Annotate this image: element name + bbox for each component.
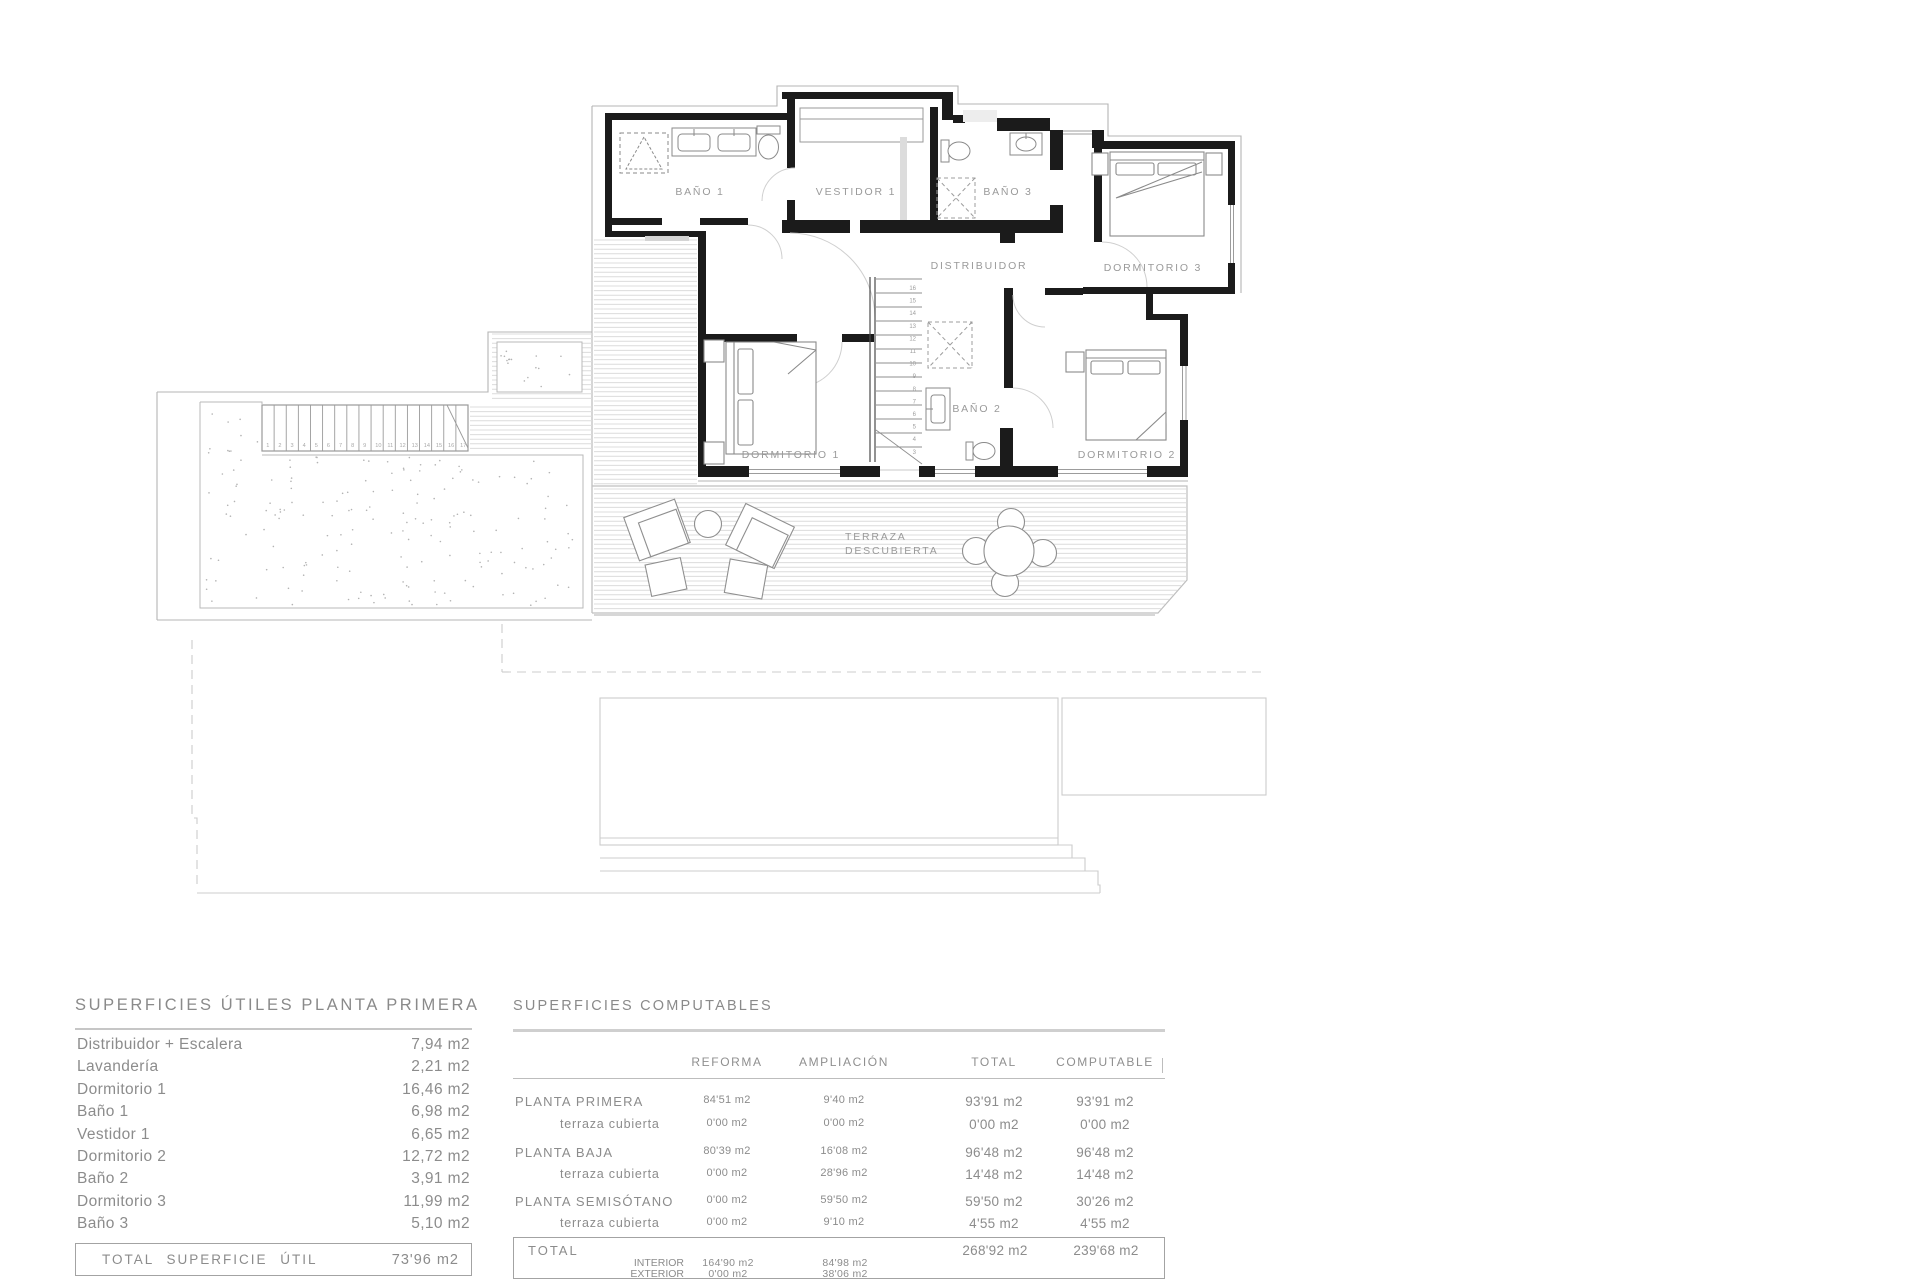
exterior-stair-number: 7 (338, 443, 343, 449)
exterior-stair-number: 12 (399, 443, 406, 449)
row-total: 4'55 m2 (969, 1216, 1019, 1231)
row-value: 12,72 m2 (402, 1147, 470, 1165)
table-row (77, 1101, 470, 1123)
row-value: 2,21 m2 (411, 1058, 470, 1076)
computable-total-box (513, 1237, 1165, 1279)
room-label-bano1: BAÑO 1 (675, 186, 725, 198)
room-label-vestidor1: VESTIDOR 1 (815, 186, 897, 198)
interior-stair-number: 5 (912, 424, 916, 431)
row-value: 11,99 m2 (403, 1192, 470, 1210)
col-header-total: TOTAL (971, 1055, 1017, 1069)
interior-stair-number: 9 (912, 374, 916, 381)
sink-icon (926, 388, 950, 430)
deck-hatching (470, 240, 1186, 609)
double-sink-icon (672, 128, 756, 156)
col-header-computable: COMPUTABLE (1056, 1055, 1154, 1069)
row-label: Vestidor 1 (77, 1125, 150, 1143)
useful-areas-total (75, 1243, 472, 1276)
row-label: terraza cubierta (560, 1216, 660, 1230)
interior-stair-number: 6 (912, 412, 916, 418)
room-label-terraza-line1: TERRAZA (845, 531, 907, 543)
row-value: 3,91 m2 (411, 1170, 470, 1188)
table-row (77, 1056, 470, 1078)
row-label: Baño 1 (77, 1103, 129, 1121)
interior-stair-number: 11 (909, 349, 916, 355)
row-label: PLANTA PRIMERA (515, 1094, 644, 1109)
row-total: 59'50 m2 (965, 1194, 1023, 1209)
toilet-icon (757, 126, 780, 159)
exterior-stair-number: 11 (387, 443, 394, 449)
exterior-reforma: 0'00 m2 (708, 1268, 748, 1280)
header-tick (1162, 1058, 1169, 1073)
toilet-icon (966, 442, 995, 460)
title-underline (75, 1028, 472, 1030)
table-row (77, 1124, 470, 1146)
exterior-stair-number: 8 (351, 443, 355, 449)
room-label-bano3: BAÑO 3 (983, 186, 1033, 198)
row-computable: 96'48 m2 (1076, 1145, 1134, 1160)
bed-icon (704, 340, 816, 464)
bed-icon (1066, 350, 1166, 440)
exterior-stair-number: 6 (326, 443, 330, 449)
row-label: Dormitorio 2 (77, 1147, 167, 1165)
row-computable: 4'55 m2 (1080, 1216, 1130, 1231)
row-computable: 0'00 m2 (1080, 1117, 1130, 1132)
total-computable: 239'68 m2 (1073, 1243, 1139, 1258)
row-value: 5,10 m2 (411, 1215, 470, 1233)
row-total: 14'48 m2 (965, 1167, 1023, 1182)
interior-stair-number: 10 (909, 361, 916, 368)
row-ampliacion: 9'10 m2 (823, 1216, 865, 1228)
title-underline (513, 1029, 1165, 1032)
row-label: terraza cubierta (560, 1167, 660, 1181)
room-label-dormitorio3: DORMITORIO 3 (1103, 262, 1203, 274)
row-ampliacion: 0'00 m2 (823, 1117, 865, 1129)
exterior-stair-number: 4 (302, 443, 306, 449)
interior-stair-number: 12 (909, 336, 916, 343)
table-row (77, 1191, 470, 1213)
row-reforma: 80'39 m2 (703, 1145, 751, 1157)
interior-staircase (870, 277, 922, 464)
toilet-icon (941, 140, 970, 162)
total-value: 73'96 m2 (391, 1251, 459, 1268)
row-label: Dormitorio 3 (77, 1192, 167, 1210)
row-computable: 93'91 m2 (1076, 1094, 1134, 1109)
exterior-stair-number: 10 (375, 443, 382, 449)
row-label: Distribuidor + Escalera (77, 1036, 243, 1053)
exterior-ampliacion: 38'06 m2 (822, 1268, 868, 1280)
row-ampliacion: 9'40 m2 (823, 1094, 865, 1106)
row-label: PLANTA SEMISÓTANO (515, 1194, 674, 1209)
table-row (77, 1146, 470, 1168)
exterior-stair-number: 16 (448, 443, 455, 449)
beds (704, 152, 1222, 464)
room-label-bano2: BAÑO 2 (952, 403, 1002, 415)
room-label-distribuidor: DISTRIBUIDOR (930, 260, 1028, 272)
exterior-stair-number: 17 (460, 443, 467, 449)
row-label: Dormitorio 1 (77, 1080, 167, 1098)
exterior-staircase (262, 405, 468, 451)
table-row (77, 1034, 470, 1056)
table-row (77, 1168, 470, 1190)
col-header-reforma: REFORMA (691, 1055, 763, 1069)
room-label-terraza-line2: DESCUBIERTA (845, 545, 939, 557)
row-reforma: 0'00 m2 (706, 1194, 748, 1206)
interior-label: INTERIOR (633, 1257, 684, 1269)
room-label-dormitorio1: DORMITORIO 1 (741, 449, 841, 461)
sink-icon (1010, 133, 1042, 155)
lounge-chair-icon (726, 503, 795, 568)
row-reforma: 84'51 m2 (703, 1094, 751, 1106)
interior-stair-number: 16 (909, 286, 916, 292)
entry-porch (963, 110, 997, 122)
table-row (77, 1079, 470, 1101)
exterior-stair-number: 13 (411, 443, 418, 449)
row-value: 6,65 m2 (411, 1125, 470, 1143)
exterior-stair-number: 9 (363, 443, 367, 449)
row-total: 93'91 m2 (965, 1094, 1023, 1109)
row-ampliacion: 59'50 m2 (820, 1194, 868, 1206)
room-label-dormitorio2: DORMITORIO 2 (1077, 449, 1177, 461)
row-label: Baño 3 (77, 1215, 129, 1233)
interior-reforma: 164'90 m2 (702, 1257, 754, 1269)
exterior-stair-number: 3 (290, 443, 294, 449)
interior-stair-number: 4 (912, 437, 916, 444)
interior-stair-number: 13 (909, 323, 916, 330)
ottoman-icon (724, 559, 767, 599)
useful-areas-table (75, 996, 480, 1268)
side-table-icon (695, 511, 722, 538)
row-total: 0'00 m2 (969, 1117, 1019, 1132)
computable-areas-table (513, 998, 1165, 1280)
row-value: 6,98 m2 (411, 1103, 470, 1121)
row-value: 7,94 m2 (411, 1036, 470, 1053)
row-computable: 30'26 m2 (1076, 1194, 1134, 1209)
row-ampliacion: 16'08 m2 (820, 1145, 868, 1157)
lower-level-outlines (192, 624, 1266, 893)
total-label: TOTAL (528, 1243, 579, 1258)
interior-stair-number: 3 (912, 449, 916, 456)
row-label: Lavandería (77, 1058, 159, 1076)
total-label: TOTAL SUPERFICIE ÚTIL (102, 1252, 318, 1267)
row-computable: 14'48 m2 (1076, 1167, 1134, 1182)
exterior-label: EXTERIOR (630, 1268, 684, 1280)
useful-areas-title: SUPERFICIES ÚTILES PLANTA PRIMERA (75, 996, 480, 1014)
computable-areas-title: SUPERFICIES COMPUTABLES (513, 998, 773, 1014)
useful-areas-rows (77, 1034, 470, 1236)
row-reforma: 0'00 m2 (706, 1167, 748, 1179)
interior-stair-number: 14 (909, 311, 916, 318)
interior-stair-number: 8 (912, 386, 916, 393)
exterior-stair-number: 15 (435, 443, 443, 449)
total-total: 268'92 m2 (962, 1243, 1028, 1258)
row-label: PLANTA BAJA (515, 1145, 614, 1160)
row-value: 16,46 m2 (402, 1080, 470, 1098)
row-reforma: 0'00 m2 (706, 1216, 748, 1228)
exterior-stair-number: 5 (314, 443, 318, 449)
row-total: 96'48 m2 (965, 1145, 1023, 1160)
row-reforma: 0'00 m2 (706, 1117, 748, 1129)
shower-icon (620, 133, 668, 173)
exterior-stair-number: 14 (423, 443, 431, 449)
bed-icon (1092, 152, 1222, 236)
exterior-stair-number: 1 (266, 443, 270, 449)
lounge-chair-icon (624, 499, 690, 561)
row-label: terraza cubierta (560, 1117, 660, 1131)
col-header-ampliacion: AMPLIACIÓN (798, 1055, 889, 1069)
interior-ampliacion: 84'98 m2 (822, 1257, 868, 1269)
ottoman-icon (645, 558, 687, 597)
interior-stair-number: 7 (912, 399, 916, 406)
exterior-stair-number: 2 (278, 443, 282, 449)
row-label: Baño 2 (77, 1170, 129, 1188)
interior-stair-number: 15 (909, 298, 916, 305)
table-row (77, 1213, 470, 1235)
row-ampliacion: 28'96 m2 (820, 1167, 868, 1179)
header-underline (513, 1078, 1165, 1079)
